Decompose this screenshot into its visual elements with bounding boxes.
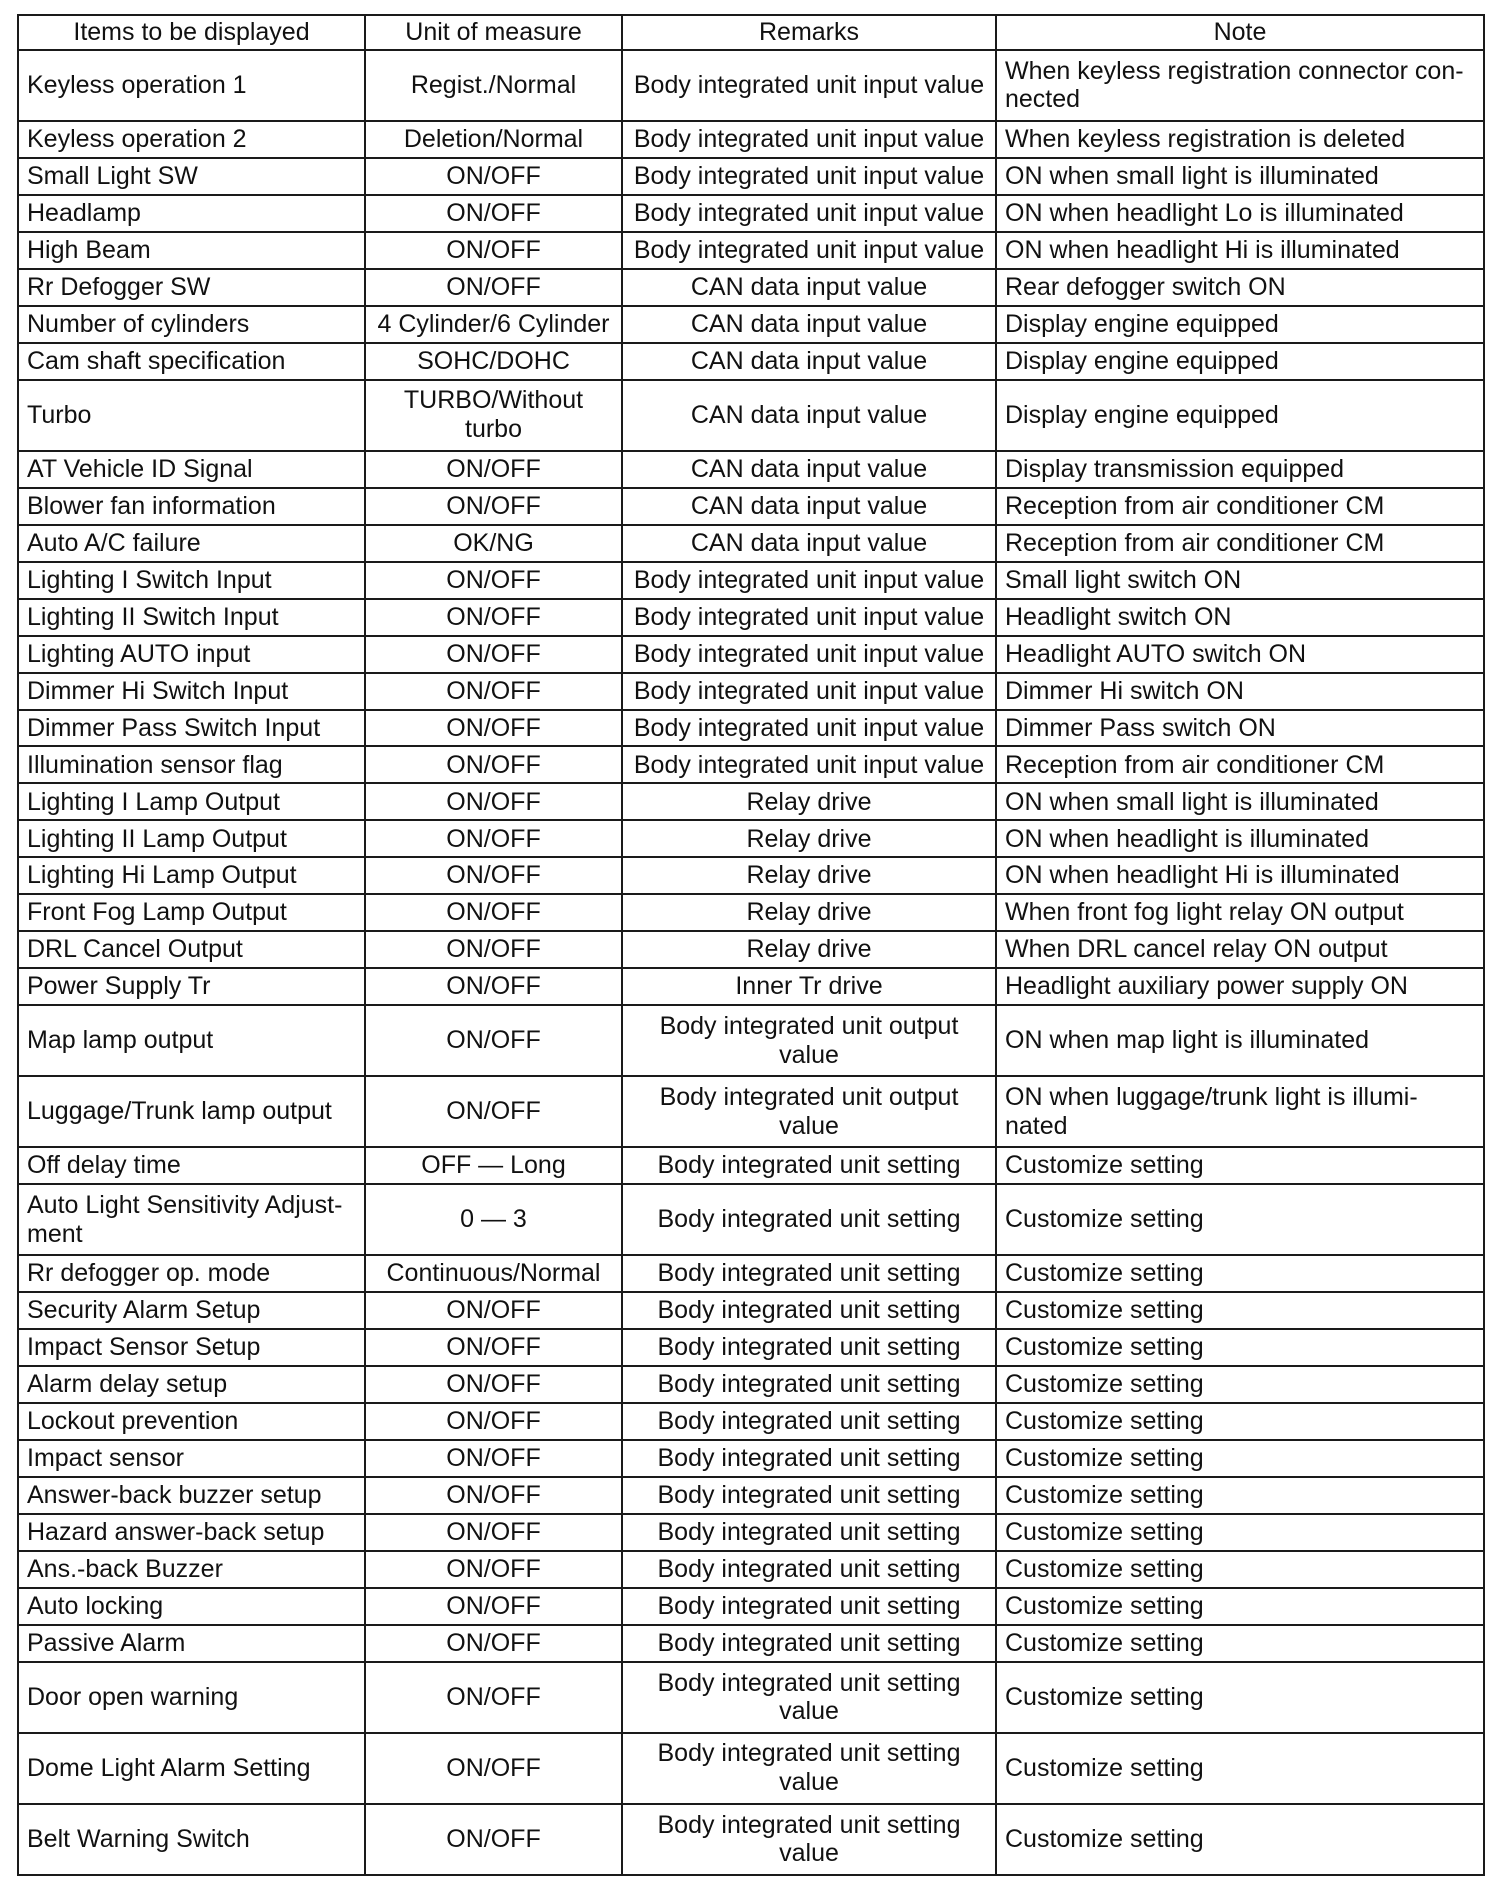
item-cell: Illumination sensor flag: [18, 746, 365, 783]
item-cell: AT Vehicle ID Signal: [18, 451, 365, 488]
note-cell: Small light switch ON: [996, 562, 1484, 599]
remark-cell: Body integrated unit setting: [622, 1255, 996, 1292]
note-cell: Customize setting: [996, 1255, 1484, 1292]
item-cell: Dimmer Pass Switch Input: [18, 710, 365, 747]
item-cell: Dome Light Alarm Setting: [18, 1733, 365, 1804]
remark-cell: Body integrated unit input value: [622, 158, 996, 195]
unit-cell: ON/OFF: [365, 673, 622, 710]
table-row: [18, 451, 1484, 488]
unit-cell: ON/OFF: [365, 232, 622, 269]
unit-cell: Deletion/Normal: [365, 121, 622, 158]
unit-cell: ON/OFF: [365, 488, 622, 525]
remark-cell: Body integrated unit input value: [622, 746, 996, 783]
item-cell: Answer-back buzzer setup: [18, 1477, 365, 1514]
table-row: [18, 1147, 1484, 1184]
remark-cell: Relay drive: [622, 931, 996, 968]
table-row: [18, 894, 1484, 931]
table-row: [18, 1255, 1484, 1292]
table-row: [18, 1625, 1484, 1662]
table-row: [18, 1662, 1484, 1733]
table-row: [18, 1184, 1484, 1255]
note-cell: Display engine equipped: [996, 343, 1484, 380]
unit-cell: 4 Cylinder/6 Cylinder: [365, 306, 622, 343]
note-cell: ON when headlight is illuminated: [996, 820, 1484, 857]
table-row: [18, 1440, 1484, 1477]
remark-cell: CAN data input value: [622, 380, 996, 451]
remark-cell: Body integrated unit setting: [622, 1184, 996, 1255]
item-cell: Alarm delay setup: [18, 1366, 365, 1403]
note-cell: ON when headlight Hi is illuminated: [996, 857, 1484, 894]
remark-cell: Inner Tr drive: [622, 968, 996, 1005]
item-cell: Hazard answer-back setup: [18, 1514, 365, 1551]
unit-cell: SOHC/DOHC: [365, 343, 622, 380]
table-row: [18, 820, 1484, 857]
item-cell: Door open warning: [18, 1662, 365, 1733]
table-row: [18, 1292, 1484, 1329]
remark-cell: Body integrated unit input value: [622, 673, 996, 710]
item-cell: Keyless operation 1: [18, 50, 365, 121]
remark-cell: Body integrated unit setting: [622, 1551, 996, 1588]
item-cell: Security Alarm Setup: [18, 1292, 365, 1329]
note-cell: Display engine equipped: [996, 306, 1484, 343]
table-row: [18, 783, 1484, 820]
remark-cell: Body integrated unit setting value: [622, 1662, 996, 1733]
remark-cell: Relay drive: [622, 783, 996, 820]
header-unit: Unit of measure: [365, 15, 622, 50]
remark-cell: Body integrated unit input value: [622, 599, 996, 636]
item-cell: Dimmer Hi Switch Input: [18, 673, 365, 710]
table-row: [18, 269, 1484, 306]
unit-cell: ON/OFF: [365, 931, 622, 968]
item-cell: Blower fan information: [18, 488, 365, 525]
remark-cell: Body integrated unit input value: [622, 195, 996, 232]
note-cell: Rear defogger switch ON: [996, 269, 1484, 306]
item-cell: Cam shaft specification: [18, 343, 365, 380]
remark-cell: Body integrated unit setting: [622, 1625, 996, 1662]
table-row: [18, 232, 1484, 269]
item-cell: Rr defogger op. mode: [18, 1255, 365, 1292]
note-cell: ON when small light is illuminated: [996, 783, 1484, 820]
note-cell: When keyless registration is deleted: [996, 121, 1484, 158]
table-row: [18, 1588, 1484, 1625]
table-row: [18, 710, 1484, 747]
note-cell: Headlight auxiliary power supply ON: [996, 968, 1484, 1005]
table-row: [18, 968, 1484, 1005]
item-cell: Small Light SW: [18, 158, 365, 195]
item-cell: Auto A/C failure: [18, 525, 365, 562]
note-cell: Display engine equipped: [996, 380, 1484, 451]
note-cell: Customize setting: [996, 1588, 1484, 1625]
note-cell: Dimmer Pass switch ON: [996, 710, 1484, 747]
item-cell: Auto locking: [18, 1588, 365, 1625]
item-cell: Ans.-back Buzzer: [18, 1551, 365, 1588]
unit-cell: OK/NG: [365, 525, 622, 562]
remark-cell: CAN data input value: [622, 451, 996, 488]
table-row: [18, 1804, 1484, 1875]
table-row: [18, 1403, 1484, 1440]
note-cell: Customize setting: [996, 1292, 1484, 1329]
remark-cell: Body integrated unit setting value: [622, 1804, 996, 1875]
remark-cell: Body integrated unit input value: [622, 710, 996, 747]
unit-cell: ON/OFF: [365, 857, 622, 894]
note-cell: Reception from air conditioner CM: [996, 525, 1484, 562]
unit-cell: ON/OFF: [365, 1403, 622, 1440]
unit-cell: ON/OFF: [365, 562, 622, 599]
header-note: Note: [996, 15, 1484, 50]
remark-cell: CAN data input value: [622, 343, 996, 380]
note-cell: Customize setting: [996, 1804, 1484, 1875]
item-cell: Lighting II Lamp Output: [18, 820, 365, 857]
remark-cell: Body integrated unit setting: [622, 1292, 996, 1329]
table-row: [18, 343, 1484, 380]
table-row: [18, 1733, 1484, 1804]
remark-cell: CAN data input value: [622, 269, 996, 306]
remark-cell: Body integrated unit setting: [622, 1329, 996, 1366]
table-row: [18, 1551, 1484, 1588]
unit-cell: ON/OFF: [365, 1662, 622, 1733]
item-cell: Power Supply Tr: [18, 968, 365, 1005]
item-cell: Rr Defogger SW: [18, 269, 365, 306]
unit-cell: Continuous/Normal: [365, 1255, 622, 1292]
unit-cell: Regist./Normal: [365, 50, 622, 121]
note-cell: Display transmission equipped: [996, 451, 1484, 488]
remark-cell: Body integrated unit input value: [622, 121, 996, 158]
table-row: [18, 380, 1484, 451]
remark-cell: Body integrated unit output value: [622, 1076, 996, 1147]
note-cell: Customize setting: [996, 1477, 1484, 1514]
note-cell: Dimmer Hi switch ON: [996, 673, 1484, 710]
unit-cell: ON/OFF: [365, 1005, 622, 1076]
note-cell: Reception from air conditioner CM: [996, 746, 1484, 783]
table-row: [18, 931, 1484, 968]
note-cell: Customize setting: [996, 1733, 1484, 1804]
unit-cell: ON/OFF: [365, 820, 622, 857]
unit-cell: ON/OFF: [365, 1804, 622, 1875]
note-cell: When keyless registration connector con- nected: [996, 50, 1484, 121]
note-cell: ON when luggage/trunk light is illumi- nated: [996, 1076, 1484, 1147]
note-cell: ON when headlight Lo is illuminated: [996, 195, 1484, 232]
remark-cell: Body integrated unit setting: [622, 1588, 996, 1625]
remark-cell: CAN data input value: [622, 488, 996, 525]
table-row: [18, 746, 1484, 783]
remark-cell: Body integrated unit input value: [622, 636, 996, 673]
item-cell: Front Fog Lamp Output: [18, 894, 365, 931]
unit-cell: ON/OFF: [365, 1625, 622, 1662]
note-cell: Customize setting: [996, 1625, 1484, 1662]
remark-cell: CAN data input value: [622, 525, 996, 562]
table-row: [18, 1366, 1484, 1403]
remark-cell: Body integrated unit input value: [622, 50, 996, 121]
table-row: [18, 673, 1484, 710]
note-cell: Customize setting: [996, 1514, 1484, 1551]
table-row: [18, 1005, 1484, 1076]
item-cell: Belt Warning Switch: [18, 1804, 365, 1875]
unit-cell: ON/OFF: [365, 1366, 622, 1403]
unit-cell: ON/OFF: [365, 1733, 622, 1804]
unit-cell: ON/OFF: [365, 599, 622, 636]
remark-cell: Body integrated unit setting value: [622, 1733, 996, 1804]
item-cell: High Beam: [18, 232, 365, 269]
header-items: Items to be displayed: [18, 15, 365, 50]
remark-cell: Relay drive: [622, 857, 996, 894]
table-row: [18, 857, 1484, 894]
item-cell: Lighting II Switch Input: [18, 599, 365, 636]
note-cell: Customize setting: [996, 1184, 1484, 1255]
unit-cell: ON/OFF: [365, 195, 622, 232]
header-remarks: Remarks: [622, 15, 996, 50]
unit-cell: ON/OFF: [365, 636, 622, 673]
unit-cell: ON/OFF: [365, 451, 622, 488]
item-cell: Keyless operation 2: [18, 121, 365, 158]
item-cell: Lockout prevention: [18, 1403, 365, 1440]
unit-cell: ON/OFF: [365, 1588, 622, 1625]
item-cell: Impact sensor: [18, 1440, 365, 1477]
unit-cell: OFF — Long: [365, 1147, 622, 1184]
remark-cell: Body integrated unit setting: [622, 1477, 996, 1514]
note-cell: Headlight AUTO switch ON: [996, 636, 1484, 673]
remark-cell: Body integrated unit setting: [622, 1514, 996, 1551]
note-cell: ON when small light is illuminated: [996, 158, 1484, 195]
remark-cell: Body integrated unit input value: [622, 232, 996, 269]
note-cell: ON when headlight Hi is illuminated: [996, 232, 1484, 269]
note-cell: Headlight switch ON: [996, 599, 1484, 636]
item-cell: Impact Sensor Setup: [18, 1329, 365, 1366]
table-body: [18, 50, 1484, 1875]
table-row: [18, 158, 1484, 195]
table-row: [18, 525, 1484, 562]
unit-cell: ON/OFF: [365, 746, 622, 783]
unit-cell: ON/OFF: [365, 968, 622, 1005]
table-row: [18, 599, 1484, 636]
table-row: [18, 562, 1484, 599]
note-cell: Customize setting: [996, 1147, 1484, 1184]
table-row: [18, 50, 1484, 121]
table-row: [18, 1514, 1484, 1551]
table-row: [18, 1076, 1484, 1147]
item-cell: Headlamp: [18, 195, 365, 232]
table-row: [18, 636, 1484, 673]
remark-cell: Body integrated unit setting: [622, 1147, 996, 1184]
unit-cell: ON/OFF: [365, 1440, 622, 1477]
note-cell: Customize setting: [996, 1366, 1484, 1403]
unit-cell: ON/OFF: [365, 1477, 622, 1514]
item-cell: Lighting I Switch Input: [18, 562, 365, 599]
note-cell: Customize setting: [996, 1662, 1484, 1733]
remark-cell: Relay drive: [622, 820, 996, 857]
unit-cell: TURBO/Without turbo: [365, 380, 622, 451]
note-cell: ON when map light is illuminated: [996, 1005, 1484, 1076]
item-cell: Number of cylinders: [18, 306, 365, 343]
item-cell: DRL Cancel Output: [18, 931, 365, 968]
item-cell: Map lamp output: [18, 1005, 365, 1076]
unit-cell: ON/OFF: [365, 710, 622, 747]
note-cell: When front fog light relay ON output: [996, 894, 1484, 931]
remark-cell: Relay drive: [622, 894, 996, 931]
remark-cell: Body integrated unit setting: [622, 1366, 996, 1403]
note-cell: Customize setting: [996, 1329, 1484, 1366]
unit-cell: 0 — 3: [365, 1184, 622, 1255]
note-cell: Reception from air conditioner CM: [996, 488, 1484, 525]
remark-cell: Body integrated unit setting: [622, 1403, 996, 1440]
display-items-table: [17, 14, 1485, 1876]
item-cell: Passive Alarm: [18, 1625, 365, 1662]
table-row: [18, 1329, 1484, 1366]
table-row: [18, 121, 1484, 158]
item-cell: Lighting AUTO input: [18, 636, 365, 673]
remark-cell: Body integrated unit input value: [622, 562, 996, 599]
unit-cell: ON/OFF: [365, 1551, 622, 1588]
unit-cell: ON/OFF: [365, 269, 622, 306]
unit-cell: ON/OFF: [365, 1514, 622, 1551]
unit-cell: ON/OFF: [365, 783, 622, 820]
note-cell: When DRL cancel relay ON output: [996, 931, 1484, 968]
note-cell: Customize setting: [996, 1551, 1484, 1588]
remark-cell: Body integrated unit output value: [622, 1005, 996, 1076]
item-cell: Luggage/Trunk lamp output: [18, 1076, 365, 1147]
note-cell: Customize setting: [996, 1403, 1484, 1440]
item-cell: Lighting Hi Lamp Output: [18, 857, 365, 894]
unit-cell: ON/OFF: [365, 158, 622, 195]
remark-cell: Body integrated unit setting: [622, 1440, 996, 1477]
item-cell: Turbo: [18, 380, 365, 451]
table-header-row: [18, 15, 1484, 50]
remark-cell: CAN data input value: [622, 306, 996, 343]
item-cell: Auto Light Sensitivity Adjust- ment: [18, 1184, 365, 1255]
note-cell: Customize setting: [996, 1440, 1484, 1477]
unit-cell: ON/OFF: [365, 1329, 622, 1366]
unit-cell: ON/OFF: [365, 1292, 622, 1329]
table-row: [18, 1477, 1484, 1514]
item-cell: Off delay time: [18, 1147, 365, 1184]
table-row: [18, 306, 1484, 343]
unit-cell: ON/OFF: [365, 894, 622, 931]
item-cell: Lighting I Lamp Output: [18, 783, 365, 820]
table-row: [18, 488, 1484, 525]
unit-cell: ON/OFF: [365, 1076, 622, 1147]
table-row: [18, 195, 1484, 232]
